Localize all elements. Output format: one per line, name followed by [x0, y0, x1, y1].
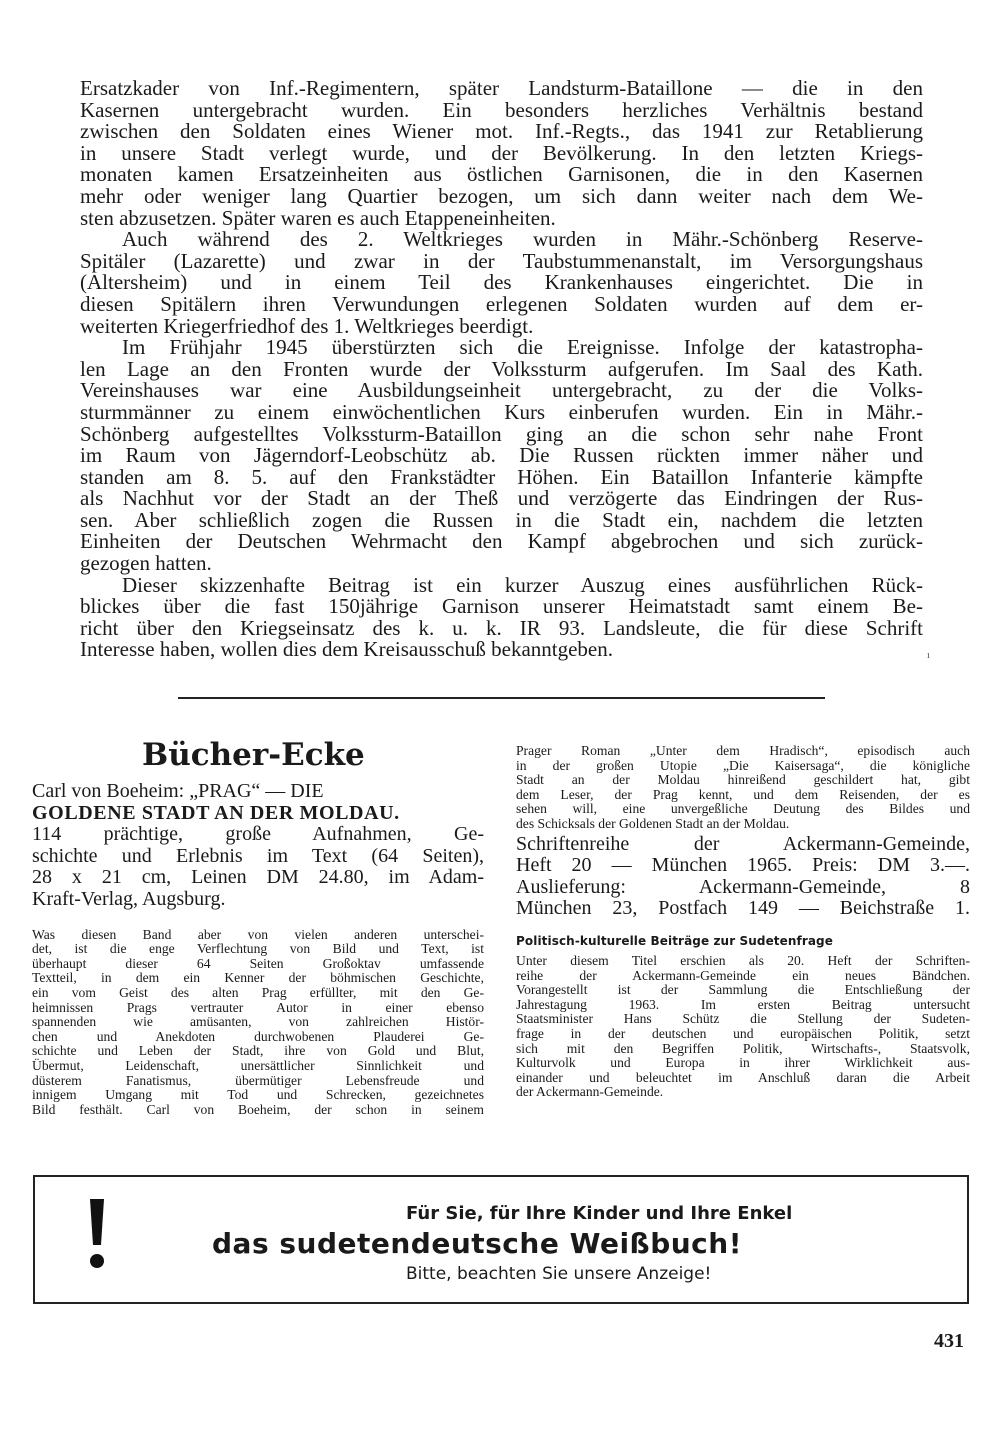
review2-line: Vorangestellt ist der Sammlung die Entschließung der: [516, 982, 970, 998]
exclamation-icon: [87, 1195, 107, 1275]
review1-body-line: heimnissen Prags vertrauter Autor in einer ebenso: [32, 999, 484, 1015]
article-line: standen am 8. 5. auf den Frankstädter Höhen. Ein Bataillon Infanterie kämpfte: [80, 464, 923, 489]
article-line: weiterten Kriegerfriedhof des 1. Weltkrieges beerdigt.: [80, 313, 534, 338]
review2-line: Unter diesem Titel erschien als 20. Heft der Schriften-: [516, 952, 970, 968]
books-right-column: [516, 744, 970, 1100]
page-number: 431: [934, 1330, 964, 1352]
article-line: len Lage an den Fronten wurde der Volkssturm aufgerufen. Im Saal des Kath.: [80, 356, 923, 381]
series-line: Schriftenreihe der Ackermann-Gemeinde,: [516, 832, 970, 855]
review1-cont-line: Stadt an der Moldau hinreißend geschildert hat, gibt: [516, 772, 970, 788]
article-line: mehr oder weniger lang Quartier bezogen, um sich dann weiter nach dem We-: [80, 183, 923, 208]
review1-body-line: ein vom Geist des alten Prag erfüllter, mit den Ge-: [32, 984, 484, 1000]
review1-body: [32, 928, 484, 1118]
review1-cont-line: sehen will, eine unvergeßliche Deutung des Bildes und: [516, 801, 970, 817]
series-info: [516, 834, 970, 920]
review1-body-line: düsterem Fanatismus, übermütiger Lebensfreude und: [32, 1072, 484, 1088]
article-line: Vereinshauses war eine Ausbildungseinheit untergebracht, zu der die Volks-: [80, 378, 923, 403]
series-line: Auslieferung: Ackermann-Gemeinde, 8: [516, 875, 970, 898]
article-line: Kasernen untergebracht wurden. Ein besonders herzliches Verhältnis bestand: [80, 97, 923, 122]
review1-title-line: schichte und Erlebnis im Text (64 Seiten),: [32, 844, 484, 867]
review2-line: einander und beleuchtet im Anschluß daran die Arbeit: [516, 1069, 970, 1085]
review2-heading: Politisch-kulturelle Beiträge zur Sudetenfrage: [516, 933, 833, 948]
review1-cont-line: Prager Roman „Unter dem Hradisch“, episodisch auch: [516, 743, 970, 758]
ad-line-3: Bitte, beachten Sie unsere Anzeige!: [406, 1264, 712, 1284]
article-line: Dieser skizzenhafte Beitrag ist ein kurzer Auszug eines ausführlichen Rück-: [122, 572, 923, 597]
article-line: gezogen hatten.: [80, 551, 212, 576]
review2-line: der Ackermann-Gemeinde.: [516, 1084, 664, 1100]
article-line: in unsere Stadt verlegt wurde, und der Bevölkerung. In den letzten Kriegs-: [80, 140, 923, 165]
article-line: diesen Spitälern ihren Verwundungen erlegenen Soldaten wurden auf dem er-: [80, 291, 923, 316]
section-divider: [178, 697, 825, 699]
article-line: Spitäler (Lazarette) und zwar in der Taubstummenanstalt, im Versorgungshaus: [80, 248, 923, 273]
review1-body-line: überhaupt dieser 64 Seiten Großoktav umfassende: [32, 955, 484, 971]
article-line: Einheiten der Deutschen Wehrmacht den Kampf abgebrochen und sich zurück-: [80, 529, 923, 554]
article-line: im Raum von Jägerndorf-Leobschütz ab. Die Russen rückten immer näher und: [80, 443, 923, 468]
review1-body-line: Textteil, in dem ein Kenner der böhmischen Geschichte,: [32, 970, 484, 986]
article-line: Im Frühjahr 1945 überstürzten sich die Ereignisse. Infolge der katastropha-: [122, 335, 923, 360]
review1-body-line: innigem Umgang mit Tod und Schrecken, gezeichnetes: [32, 1087, 484, 1103]
article-line: sen. Aber schließlich zogen die Russen in die Stadt ein, nachdem die letzten: [80, 507, 923, 532]
review1-title-line: Carl von Boeheim: „PRAG“ — DIE: [32, 780, 324, 802]
article-line: Auch während des 2. Weltkrieges wurden in Mähr.-Schönberg Reserve-: [122, 227, 923, 252]
review1-title-line: GOLDENE STADT AN DER MOLDAU.: [32, 801, 400, 824]
review2-line: frage in der deutschen und europäischen Politik, setzt: [516, 1025, 970, 1041]
review1-body-line: schichte und Leben der Stadt, ihre von Gold und Blut,: [32, 1043, 484, 1059]
review2-line: Jahrestagung 1963. Im ersten Beitrag untersucht: [516, 996, 970, 1012]
review1-body-line: det, ist die enge Verflechtung von Bild und Text, ist: [32, 941, 484, 957]
review1-title-line: 114 prächtige, große Aufnahmen, Ge-: [32, 823, 484, 846]
review1-title-line: Kraft-Verlag, Augsburg.: [32, 887, 226, 910]
article-line: als Nachhut vor der Stadt an der Theß und verzögerte das Eindringen der Rus-: [80, 486, 923, 511]
article-line: monaten kamen Ersatzeinheiten aus östlichen Garnisonen, die in den Kasernen: [80, 162, 923, 187]
article-line: sturmmänner zu einem einwöchentlichen Kurs einberufen wurden. Ein in Mähr.-: [80, 399, 923, 424]
series-line: München 23, Postfach 149 — Beichstraße 1.: [516, 897, 970, 920]
article-line: Schönberg aufgestelltes Volkssturm-Bataillon ging an die schon sehr nahe Front: [80, 421, 923, 446]
article-line: Ersatzkader von Inf.-Regimentern, später Landsturm-Bataillone — die in den: [80, 76, 923, 100]
review1-body-line: spannenden wie amüsanten, von zahlreichen Histör-: [32, 1014, 484, 1030]
article-line: zwischen den Soldaten eines Wiener mot. Inf.-Regts., das 1941 zur Retablierung: [80, 119, 923, 144]
article-line: Interesse haben, wollen dies dem Kreisausschuß bekanntgeben.: [80, 637, 613, 662]
series-line: Heft 20 — München 1965. Preis: DM 3.—.: [516, 854, 970, 877]
review1-body-line: Übermut, Leidenschaft, unersättlicher Sinnlichkeit und: [32, 1057, 484, 1073]
review1-cont-line: des Schicksals der Goldenen Stadt an der Moldau.: [516, 815, 790, 831]
books-left-column: [32, 735, 484, 1117]
books-heading: Bücher-Ecke: [142, 737, 365, 773]
article-text: [80, 78, 923, 661]
review1-body-line: chen und Anekdoten durchwobenen Plauderei Ge-: [32, 1028, 484, 1044]
ad-line-1: Für Sie, für Ihre Kinder und Ihre Enkel: [406, 1203, 793, 1224]
stray-mark: ı: [927, 650, 930, 661]
review1-cont-line: dem Leser, der Prag kennt, und dem Reisenden, der es: [516, 786, 970, 802]
ad-line-2: das sudetendeutsche Weißbuch!: [212, 1227, 742, 1260]
article-line: blickes über die fast 150jährige Garnison unserer Heimatstadt samt einem Be-: [80, 594, 923, 619]
article-line: richt über den Kriegseinsatz des k. u. k. IR 93. Landsleute, die für diese Schrift: [80, 615, 923, 640]
review1-body-line: Was diesen Band aber von vielen anderen unterschei-: [32, 926, 484, 942]
review2-line: sich mit den Begriffen Politik, Wirtschafts-, Staatsvolk,: [516, 1040, 970, 1056]
review2-line: reihe der Ackermann-Gemeinde ein neues Bändchen.: [516, 967, 970, 983]
review1-cont-line: in der großen Utopie „Die Kaisersaga“, die königliche: [516, 757, 970, 773]
article-line: (Altersheim) und in einem Teil des Krankenhauses eingerichtet. Die in: [80, 270, 923, 295]
article-line: sten abzusetzen. Später waren es auch Etappeneinheiten.: [80, 205, 556, 230]
review2-line: Kulturvolk und Europa in ihrer Wirklichkeit aus-: [516, 1055, 970, 1071]
review1-title-line: 28 x 21 cm, Leinen DM 24.80, im Adam-: [32, 866, 484, 889]
review1-body-line: Bild festhält. Carl von Boeheim, der schon in seinem: [32, 1101, 484, 1117]
review1-title: [32, 781, 484, 911]
review2-line: Staatsminister Hans Schütz die Stellung der Sudeten-: [516, 1011, 970, 1027]
